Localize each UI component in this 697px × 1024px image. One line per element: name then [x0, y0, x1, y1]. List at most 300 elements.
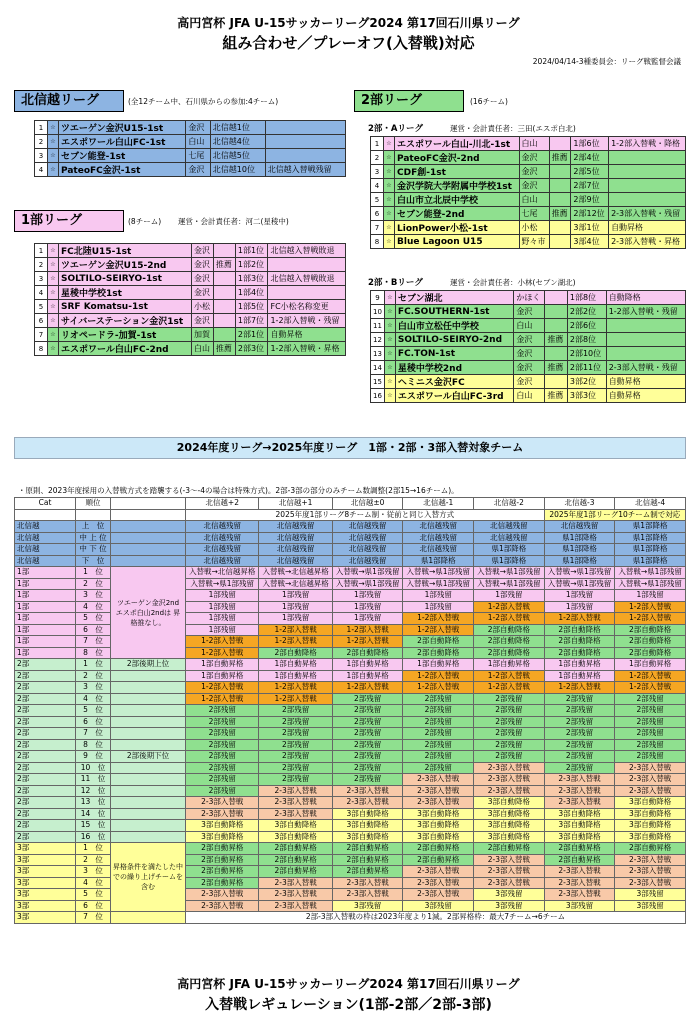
grid-cell: 1-2部入替戦	[544, 682, 615, 694]
grid-side-note: 2部後期下位	[111, 751, 186, 763]
grid-header: 北信越-2	[474, 498, 545, 510]
team-flag: 推薦	[549, 207, 571, 221]
team-number: 14	[371, 361, 385, 375]
team-area: 金沢	[191, 244, 213, 258]
team-note: 1-2部入替戦・残留	[268, 314, 346, 328]
grid-cell: 1部残留	[544, 601, 615, 613]
grid-rank: 3 位	[76, 682, 111, 694]
team-row	[371, 305, 686, 319]
team-name: LionPower小松-1st	[395, 221, 520, 235]
team-row	[35, 135, 346, 149]
grid-cell: 2-3部入替戦	[615, 877, 686, 889]
team-area: 金沢	[514, 375, 545, 389]
team-area: 金沢	[186, 121, 210, 135]
team-name: PateoFC金沢-2nd	[395, 151, 520, 165]
grid-rank: 7 位	[76, 728, 111, 740]
team-position: 北信越10位	[210, 163, 265, 177]
team-mark-icon: ☆	[384, 235, 395, 249]
team-row	[371, 347, 686, 361]
team-row	[35, 163, 346, 177]
team-mark-icon: ☆	[384, 305, 395, 319]
grid-cat: 1部	[15, 590, 76, 602]
grid-rank: 14 位	[76, 808, 111, 820]
grid-cell: 3部残留	[332, 900, 403, 912]
team-position: 2部1位	[235, 328, 268, 342]
grid-cell: 北信越残留	[186, 532, 259, 544]
grid-cell: 2部自動降格	[332, 647, 403, 659]
grid-cell: 北信越残留	[332, 544, 403, 556]
grid-cell: 2部自動降格	[615, 636, 686, 648]
team-mark-icon: ☆	[48, 300, 59, 314]
team-position: 2部11位	[567, 361, 606, 375]
team-position: 1部6位	[571, 137, 609, 151]
grid-cat: 2部	[15, 820, 76, 832]
grid-side-note	[111, 728, 186, 740]
grid-rank: 4 位	[76, 693, 111, 705]
team-name: エスポワール白山FC-3rd	[395, 389, 513, 403]
team-area: 金沢	[514, 305, 545, 319]
grid-cat: 2部	[15, 739, 76, 751]
team-position: 2部2位	[567, 305, 606, 319]
grid-cat: 3部	[15, 843, 76, 855]
grid-cell: 3部自動降格	[474, 808, 545, 820]
grid-last-note: 2部-3部入替戦の枠は2023年度より1減。2部昇格枠：最大7チーム→6チーム	[186, 912, 686, 924]
grid-cat: 北信越	[15, 544, 76, 556]
grid-cell: 2部残留	[332, 751, 403, 763]
team-area: 七尾	[186, 149, 210, 163]
section-band: 2024年度リーグ→2025年度リーグ 1部・2部・3部入替対象チーム	[14, 437, 686, 459]
grid-cell: 2-3部入替戦	[332, 785, 403, 797]
team-area: 金沢	[519, 151, 549, 165]
team-mark-icon: ☆	[384, 291, 395, 305]
team-name: ヘミニス金沢FC	[395, 375, 513, 389]
grid-cell: 入替戦→県1部残留	[615, 567, 686, 579]
grid-cell: 北信越残留	[332, 532, 403, 544]
team-position: 北信越4位	[210, 135, 265, 149]
grid-cell: 北信越残留	[403, 544, 474, 556]
grid-cell: 1-2部入替戦	[186, 682, 259, 694]
grid-cell: 2部自動昇格	[259, 854, 332, 866]
div2a-table	[370, 136, 686, 249]
footer-subtitle: 入替戦レギュレーション(1部-2部／2部-3部)	[205, 997, 492, 1013]
grid-cat: 2部	[15, 670, 76, 682]
team-row	[371, 221, 686, 235]
grid-row	[15, 808, 686, 820]
grid-rank: 10 位	[76, 762, 111, 774]
team-note	[606, 347, 685, 361]
grid-cell: 2-3部入替戦	[259, 797, 332, 809]
grid-cat: 2部	[15, 659, 76, 671]
div2-note: (16チーム)	[470, 97, 508, 106]
team-number: 5	[371, 193, 384, 207]
div2b-title: 2部・Bリーグ	[368, 278, 423, 288]
team-flag	[549, 193, 571, 207]
grid-cat: 1部	[15, 647, 76, 659]
grid-cell: 1部残留	[259, 613, 332, 625]
grid-cell: 3部自動降格	[544, 820, 615, 832]
team-number: 4	[371, 179, 384, 193]
team-flag	[549, 137, 571, 151]
grid-cell: 3部自動降格	[544, 808, 615, 820]
grid-cell: 2-3部入替戦	[615, 762, 686, 774]
grid-side-note	[111, 693, 186, 705]
grid-cell: 2部残留	[403, 693, 474, 705]
team-number: 1	[35, 121, 48, 135]
grid-cell: 2-3部入替戦	[259, 889, 332, 901]
team-row	[35, 121, 346, 135]
team-position: 3部4位	[571, 235, 609, 249]
grid-side-note: 昇格条件を満たした中での繰り上げチームを含む	[111, 843, 186, 912]
grid-cell: 北信越残留	[403, 521, 474, 533]
grid-cell: 1部自動昇格	[186, 670, 259, 682]
grid-cell: 2部自動昇格	[332, 866, 403, 878]
grid-side-note: 2部後期上位	[111, 659, 186, 671]
grid-cell: 1部残留	[332, 590, 403, 602]
grid-rank: 2 位	[76, 670, 111, 682]
team-number: 4	[35, 163, 48, 177]
team-note	[268, 258, 346, 272]
grid-cat: 2部	[15, 728, 76, 740]
grid-cell: 2部自動昇格	[544, 843, 615, 855]
grid-cell: 3部自動降格	[615, 820, 686, 832]
team-note: 北信越入替戦敗退	[268, 272, 346, 286]
grid-rank: 7 位	[76, 912, 111, 924]
grid-cell: 2-3部入替戦	[403, 797, 474, 809]
grid-cat: 1部	[15, 613, 76, 625]
grid-cat: 北信越	[15, 521, 76, 533]
grid-cell: 1部残留	[186, 613, 259, 625]
grid-cell: 入替戦→県1部残留	[544, 578, 615, 590]
grid-cell: 2-3部入替戦	[259, 808, 332, 820]
grid-cell: 1-2部入替戦	[186, 636, 259, 648]
grid-cell: 2-3部入替戦	[403, 889, 474, 901]
team-mark-icon: ☆	[384, 221, 395, 235]
team-area: 小松	[519, 221, 549, 235]
team-flag	[213, 286, 235, 300]
grid-cell: 北信越残留	[544, 521, 615, 533]
team-mark-icon: ☆	[48, 258, 59, 272]
grid-row	[15, 532, 686, 544]
grid-cell: 2-3部入替戦	[259, 900, 332, 912]
grid-cell: 2部残留	[186, 739, 259, 751]
grid-rank: 5 位	[76, 613, 111, 625]
team-name: FC.TON-1st	[395, 347, 513, 361]
team-position: 2部4位	[571, 151, 609, 165]
team-area: 小松	[191, 300, 213, 314]
div2b-manager: 運営・会計責任者：小林(セブン湖北)	[450, 278, 576, 287]
team-row	[35, 300, 346, 314]
team-name: SRF Komatsu-1st	[59, 300, 192, 314]
team-mark-icon: ☆	[48, 244, 59, 258]
grid-cat: 3部	[15, 912, 76, 924]
team-number: 15	[371, 375, 385, 389]
grid-cell: 2部自動昇格	[332, 854, 403, 866]
team-row	[371, 193, 686, 207]
grid-cell: 1-2部入替戦	[474, 682, 545, 694]
grid-side-note	[111, 682, 186, 694]
div1-manager: 運営・会計責任者：河二(星稜中)	[178, 217, 289, 226]
grid-cell: 1部残留	[332, 613, 403, 625]
grid-cell: 2-3部入替戦	[544, 889, 615, 901]
team-area: 野々市	[519, 235, 549, 249]
grid-cell: 3部残留	[403, 900, 474, 912]
grid-cell: 県1部降格	[474, 555, 545, 567]
grid-cell: 2部自動昇格	[544, 854, 615, 866]
grid-cell: 北信越残留	[186, 521, 259, 533]
grid-cell: 北信越残留	[474, 532, 545, 544]
grid-rank: 中 上 位	[76, 532, 111, 544]
grid-cell: 2部残留	[474, 693, 545, 705]
grid-cell: 入替戦→県1部残留	[332, 578, 403, 590]
team-area: 白山	[519, 137, 549, 151]
grid-cell: 2部残留	[186, 762, 259, 774]
grid-cell: 2部残留	[615, 693, 686, 705]
team-position: 3部1位	[571, 221, 609, 235]
team-mark-icon: ☆	[384, 361, 395, 375]
team-area: 金沢	[191, 314, 213, 328]
grid-cat: 2部	[15, 693, 76, 705]
grid-row	[15, 705, 686, 717]
grid-side-note: ツエーゲン金沢2nd エスポ白山2ndは 昇格推なし。	[111, 567, 186, 659]
grid-cell: 3部残留	[615, 900, 686, 912]
grid-cell: 県1部降格	[615, 555, 686, 567]
team-number: 8	[35, 342, 48, 356]
grid-cell: 1-2部入替戦	[403, 670, 474, 682]
grid-cell: 1-2部入替戦	[615, 682, 686, 694]
team-position: 3部3位	[567, 389, 606, 403]
grid-cell: 2部残留	[615, 728, 686, 740]
grid-cell: 2部残留	[186, 705, 259, 717]
grid-rank: 1 位	[76, 659, 111, 671]
team-note: 自動昇格	[609, 221, 686, 235]
team-flag	[545, 291, 567, 305]
team-row	[35, 258, 346, 272]
team-note: 2-3部入替戦・昇格	[609, 235, 686, 249]
team-area: 金沢	[186, 163, 210, 177]
grid-cell: 1-2部入替戦	[474, 601, 545, 613]
team-name: 星稜中学校1st	[59, 286, 192, 300]
grid-cell: 2部残留	[259, 774, 332, 786]
team-position: 1部2位	[235, 258, 268, 272]
grid-side-note	[111, 532, 186, 544]
grid-cell: 入替戦→県1部残留	[186, 578, 259, 590]
grid-row	[15, 728, 686, 740]
team-number: 3	[35, 272, 48, 286]
team-note: 2-3部入替戦・残留	[606, 361, 685, 375]
team-row	[371, 179, 686, 193]
grid-cell: 2部残留	[259, 762, 332, 774]
grid-cell: 2部残留	[186, 716, 259, 728]
team-number: 11	[371, 319, 385, 333]
grid-cell: 2部残留	[186, 774, 259, 786]
grid-cell: 2部自動降格	[544, 647, 615, 659]
grid-header	[111, 498, 186, 510]
team-name: エスポワール白山FC-2nd	[59, 342, 192, 356]
grid-cat: 2部	[15, 762, 76, 774]
team-mark-icon: ☆	[384, 389, 395, 403]
grid-cell: 2-3部入替戦	[544, 877, 615, 889]
team-number: 3	[35, 149, 48, 163]
grid-cell: 1部残留	[615, 590, 686, 602]
grid-side-note	[111, 521, 186, 533]
grid-cell: 入替戦→北信越昇格	[259, 567, 332, 579]
hokushinetsu-note: (全12チーム中、石川県からの参加:4チーム)	[128, 97, 279, 106]
grid-cell: 2-3部入替戦	[403, 877, 474, 889]
grid-header: 北信越+1	[259, 498, 332, 510]
team-mark-icon: ☆	[384, 333, 395, 347]
grid-cell: 3部自動降格	[474, 820, 545, 832]
team-row	[371, 333, 686, 347]
grid-cat: 1部	[15, 601, 76, 613]
grid-cell: 2部自動昇格	[403, 843, 474, 855]
team-area: 金沢	[514, 347, 545, 361]
team-mark-icon: ☆	[48, 121, 59, 135]
grid-cat: 1部	[15, 578, 76, 590]
grid-cell: 県1部降格	[544, 544, 615, 556]
grid-cat: 2部	[15, 774, 76, 786]
grid-cell: 1-2部入替戦	[186, 693, 259, 705]
grid-side-note	[111, 808, 186, 820]
grid-rank: 9 位	[76, 751, 111, 763]
grid-row	[15, 521, 686, 533]
team-number: 8	[371, 235, 384, 249]
team-position: 3部2位	[567, 375, 606, 389]
div2-header: 2部リーグ	[354, 90, 464, 112]
grid-cat: 1部	[15, 624, 76, 636]
grid-cell: 1部残留	[332, 601, 403, 613]
team-name: セブン湖北	[395, 291, 513, 305]
team-row	[35, 272, 346, 286]
grid-cell: 1-2部入替戦	[259, 636, 332, 648]
grid-cell: 2部残留	[332, 728, 403, 740]
grid-rank: 12 位	[76, 785, 111, 797]
grid-row	[15, 682, 686, 694]
grid-rank: 1 位	[76, 567, 111, 579]
team-number: 13	[371, 347, 385, 361]
team-row	[371, 151, 686, 165]
grid-cell: 1部残留	[186, 624, 259, 636]
team-area: 加賀	[191, 328, 213, 342]
grid-cell: 県1部降格	[615, 521, 686, 533]
grid-cell: 2-3部入替戦	[403, 785, 474, 797]
team-flag	[213, 300, 235, 314]
grid-cell: 2部自動昇格	[332, 843, 403, 855]
team-note	[606, 319, 685, 333]
grid-row	[15, 693, 686, 705]
grid-cell: 2部残留	[186, 751, 259, 763]
team-mark-icon: ☆	[48, 328, 59, 342]
team-note	[265, 121, 345, 135]
grid-rank: 中 下 位	[76, 544, 111, 556]
grid-cell: 1部残留	[474, 590, 545, 602]
team-name: Blue Lagoon U15	[395, 235, 520, 249]
grid-cell: 2部自動昇格	[186, 843, 259, 855]
grid-cell: 2部自動昇格	[403, 854, 474, 866]
grid-cell: 県1部降格	[403, 555, 474, 567]
team-name: ツエーゲン金沢U15-1st	[59, 121, 186, 135]
team-name: エスポワール白山-川北-1st	[395, 137, 520, 151]
team-position: 1部7位	[235, 314, 268, 328]
grid-header: 北信越-4	[615, 498, 686, 510]
grid-cell: 2-3部入替戦	[615, 854, 686, 866]
grid-cell: 3部自動降格	[615, 797, 686, 809]
team-note: 1-2部入替戦・昇格	[268, 342, 346, 356]
team-position: 1部4位	[235, 286, 268, 300]
div1-header: 1部リーグ	[14, 210, 124, 232]
grid-cell: 1部残留	[403, 601, 474, 613]
grid-cell: 入替戦→北信越昇格	[259, 578, 332, 590]
grid-cell: 2部残留	[615, 716, 686, 728]
team-flag	[213, 328, 235, 342]
grid-blank	[15, 509, 76, 521]
grid-row	[15, 659, 686, 671]
team-position: 2部8位	[567, 333, 606, 347]
grid-cell: 3部自動降格	[259, 831, 332, 843]
grid-cell: 2部残留	[332, 762, 403, 774]
team-flag: 推薦	[549, 151, 571, 165]
team-note	[268, 286, 346, 300]
grid-rank: 16 位	[76, 831, 111, 843]
team-flag	[545, 347, 567, 361]
team-area: 金沢	[191, 258, 213, 272]
footer-title: 高円宮杯 JFA U-15サッカーリーグ2024 第17回石川県リーグ	[177, 977, 520, 991]
grid-cell: 2-3部入替戦	[474, 877, 545, 889]
grid-rank: 11 位	[76, 774, 111, 786]
grid-cell: 2-3部入替戦	[544, 797, 615, 809]
grid-cell: 県1部降格	[544, 555, 615, 567]
grid-cell: 1部残留	[544, 590, 615, 602]
grid-side-note	[111, 797, 186, 809]
team-position: 2部5位	[571, 165, 609, 179]
team-position: 1部3位	[235, 272, 268, 286]
team-mark-icon: ☆	[48, 286, 59, 300]
team-row	[35, 314, 346, 328]
grid-cell: 3部自動降格	[332, 831, 403, 843]
grid-cat: 1部	[15, 567, 76, 579]
grid-cell: 1-2部入替戦	[332, 682, 403, 694]
grid-cell: 2部自動降格	[403, 647, 474, 659]
grid-side-note	[111, 785, 186, 797]
team-area: 金沢	[191, 272, 213, 286]
grid-cell: 3部自動降格	[544, 831, 615, 843]
team-flag: 推薦	[213, 258, 235, 272]
grid-cell: 2-3部入替戦	[474, 774, 545, 786]
grid-cell: 3部残留	[474, 900, 545, 912]
grid-rank: 1 位	[76, 843, 111, 855]
grid-cell: 2-3部入替戦	[332, 797, 403, 809]
team-name: SOLTILO-SEIRYO-2nd	[395, 333, 513, 347]
grid-row	[15, 843, 686, 855]
grid-row	[15, 797, 686, 809]
grid-cell: 2-3部入替戦	[186, 797, 259, 809]
team-position: 2部3位	[235, 342, 268, 356]
grid-cell: 2-3部入替戦	[544, 774, 615, 786]
grid-cell: 1-2部入替戦	[474, 670, 545, 682]
grid-header: 北信越±0	[332, 498, 403, 510]
grid-side-note	[111, 544, 186, 556]
team-flag	[549, 221, 571, 235]
grid-row	[15, 762, 686, 774]
grid-cell: 1-2部入替戦	[403, 613, 474, 625]
grid-cell: 3部自動降格	[403, 808, 474, 820]
grid-cell: 3部自動降格	[615, 831, 686, 843]
grid-cell: 2-3部入替戦	[332, 877, 403, 889]
grid-rank: 2 位	[76, 854, 111, 866]
team-name: FC北陸U15-1st	[59, 244, 192, 258]
grid-cell: 1-2部入替戦	[259, 693, 332, 705]
grid-cell: 2部残留	[403, 751, 474, 763]
grid-cell: 2-3部入替戦	[259, 785, 332, 797]
